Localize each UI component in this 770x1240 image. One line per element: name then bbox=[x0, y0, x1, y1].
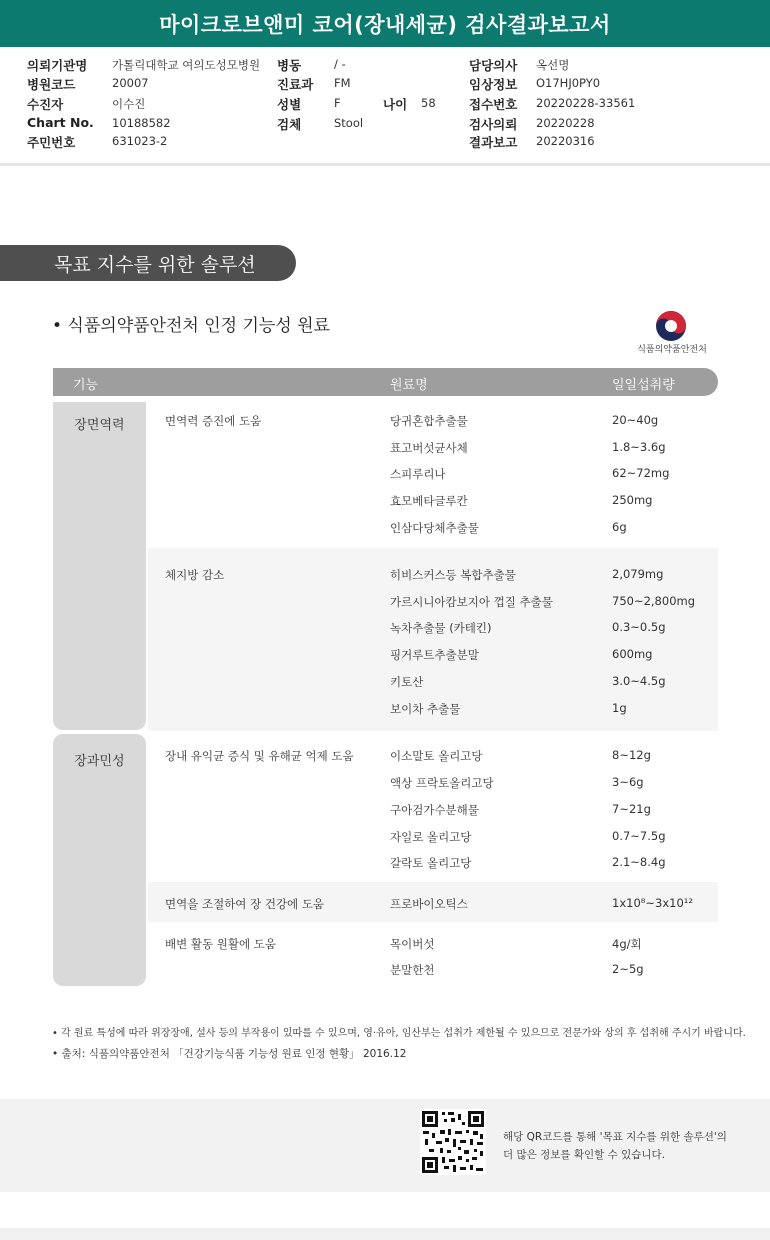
daily-dose: 0.7~7.5g bbox=[612, 829, 666, 843]
header-dose: 일일섭취량 bbox=[612, 378, 675, 393]
daily-dose: 7~21g bbox=[612, 802, 651, 816]
specimen-value: Stool bbox=[334, 116, 364, 130]
receipt-label: 접수번호 bbox=[469, 97, 518, 112]
qr-text-line: 더 많은 정보를 확인할 수 있습니다. bbox=[503, 1149, 666, 1161]
ingredient-name: 핑거루트추출분말 bbox=[390, 648, 479, 662]
footer-band bbox=[0, 1228, 770, 1240]
category-label: 장과민성 bbox=[74, 754, 125, 769]
ward-label: 병동 bbox=[277, 58, 302, 73]
department-value: FM bbox=[334, 76, 351, 90]
daily-dose: 8~12g bbox=[612, 748, 651, 762]
ingredient-name: 갈락토 올리고당 bbox=[390, 856, 472, 870]
ingredient-name: 표고버섯균사체 bbox=[390, 441, 468, 455]
chart-label: Chart No. bbox=[27, 115, 94, 130]
ingredient-name: 액상 프락토올리고당 bbox=[390, 776, 494, 790]
daily-dose: 1x10⁸~3x10¹² bbox=[612, 896, 693, 910]
subtitle: • 식품의약품안전처 인정 기능성 원료 bbox=[52, 316, 330, 336]
daily-dose: 1g bbox=[612, 701, 627, 715]
header-function: 기능 bbox=[73, 378, 99, 393]
daily-dose: 1.8~3.6g bbox=[612, 440, 666, 454]
daily-dose: 4g/회 bbox=[612, 937, 642, 951]
report-value: 20220316 bbox=[536, 134, 595, 148]
function-label: 배변 활동 원활에 도움 bbox=[165, 937, 276, 951]
section-banner: 목표 지수를 위한 솔루션 bbox=[0, 245, 296, 281]
clinical-label: 임상정보 bbox=[469, 77, 518, 92]
daily-dose: 250mg bbox=[612, 493, 653, 507]
ingredient-name: 효모베타글루칸 bbox=[390, 494, 468, 508]
daily-dose: 2,079mg bbox=[612, 567, 664, 581]
patient-label: 수진자 bbox=[27, 97, 64, 112]
ingredient-name: 목이버섯 bbox=[390, 937, 435, 951]
category-cell bbox=[53, 734, 146, 986]
qr-description bbox=[503, 1128, 727, 1164]
doctor-label: 담당의사 bbox=[469, 58, 518, 73]
ward-value: / - bbox=[334, 57, 346, 71]
doctor-value: 옥선명 bbox=[536, 58, 570, 72]
receipt-value: 20220228-33561 bbox=[536, 96, 636, 110]
function-label: 면역력 증진에 도움 bbox=[165, 414, 262, 428]
category-cell bbox=[53, 402, 146, 730]
institution-value: 가톨릭대학교 여의도성모병원 bbox=[112, 58, 261, 72]
daily-dose: 3~6g bbox=[612, 775, 644, 789]
ingredient-name: 키토산 bbox=[390, 675, 424, 689]
category-label: 장면역력 bbox=[74, 418, 125, 433]
report-title: 마이크로브앤미 코어(장내세균) 검사결과보고서 bbox=[0, 0, 770, 47]
patient-info bbox=[0, 54, 770, 154]
request-label: 검사의뢰 bbox=[469, 117, 518, 132]
daily-dose: 0.3~0.5g bbox=[612, 620, 666, 634]
daily-dose: 600mg bbox=[612, 647, 653, 661]
department-label: 진료과 bbox=[277, 77, 314, 92]
ingredient-name: 당귀혼합추출물 bbox=[390, 414, 468, 428]
footnotes bbox=[52, 1023, 746, 1065]
qr-text-line: 해당 QR코드를 통해 '목표 지수를 위한 솔루션'의 bbox=[503, 1131, 727, 1143]
ingredient-name: 프로바이오틱스 bbox=[390, 897, 468, 911]
daily-dose: 6g bbox=[612, 520, 627, 534]
hospital-code-label: 병원코드 bbox=[27, 77, 76, 92]
footnote: • 각 원료 특성에 따라 위장장애, 설사 등의 부작용이 있따를 수 있으며, 영·유아, 임산부는 섭취가 제한될 수 있으므로 전문가와 상의 후 섭취해 주시기 바랍니다. bbox=[52, 1028, 746, 1039]
rrn-value: 631023-2 bbox=[112, 134, 168, 148]
daily-dose: 62~72mg bbox=[612, 466, 670, 480]
qr-code-icon[interactable] bbox=[420, 1109, 486, 1175]
ingredient-name: 구아검가수분해물 bbox=[390, 803, 479, 817]
ingredient-name: 히비스커스등 복합추출물 bbox=[390, 568, 516, 582]
clinical-value: O17HJ0PY0 bbox=[536, 76, 601, 90]
ingredient-name: 인삼다당체추출물 bbox=[390, 521, 479, 535]
function-label: 장내 유익균 증식 및 유해균 억제 도움 bbox=[165, 749, 354, 763]
sex-value: F bbox=[334, 96, 341, 110]
daily-dose: 2.1~8.4g bbox=[612, 855, 666, 869]
daily-dose: 20~40g bbox=[612, 413, 659, 427]
patient-value: 이수진 bbox=[112, 97, 146, 111]
ingredient-name: 이소말토 올리고당 bbox=[390, 749, 483, 763]
daily-dose: 3.0~4.5g bbox=[612, 674, 666, 688]
hospital-code-value: 20007 bbox=[112, 76, 149, 90]
age-label: 나이 bbox=[383, 97, 408, 112]
function-label: 면역을 조절하여 장 건강에 도움 bbox=[165, 897, 325, 911]
chart-value: 10188582 bbox=[112, 116, 171, 130]
report-label: 결과보고 bbox=[469, 135, 518, 150]
header-ingredient: 원료명 bbox=[390, 378, 428, 393]
ingredient-name: 가르시니아캄보지아 껍질 추출물 bbox=[390, 595, 553, 609]
specimen-label: 검체 bbox=[277, 117, 302, 132]
ingredient-name: 분말한천 bbox=[390, 963, 435, 977]
sex-label: 성별 bbox=[277, 97, 302, 112]
daily-dose: 2~5g bbox=[612, 962, 644, 976]
footnote: • 출처: 식품의약품안전처 「건강기능식품 기능성 원료 인정 현황」 2016.12 bbox=[52, 1048, 407, 1060]
ingredient-name: 스피루리나 bbox=[390, 467, 446, 481]
institution-label: 의뢰기관명 bbox=[27, 58, 88, 73]
rrn-label: 주민번호 bbox=[27, 135, 76, 150]
mfds-logo-icon bbox=[654, 309, 688, 343]
function-label: 체지방 감소 bbox=[165, 568, 225, 582]
daily-dose: 750~2,800mg bbox=[612, 594, 696, 608]
ingredient-name: 자일로 올리고당 bbox=[390, 830, 472, 844]
ingredient-name: 녹차추출물 (카테킨) bbox=[390, 621, 492, 635]
request-value: 20220228 bbox=[536, 116, 595, 130]
age-value: 58 bbox=[421, 96, 436, 110]
mfds-logo-label: 식품의약품안전처 bbox=[637, 345, 707, 355]
table-header bbox=[53, 368, 718, 396]
ingredient-name: 보이차 추출물 bbox=[390, 702, 461, 716]
divider bbox=[0, 163, 770, 166]
